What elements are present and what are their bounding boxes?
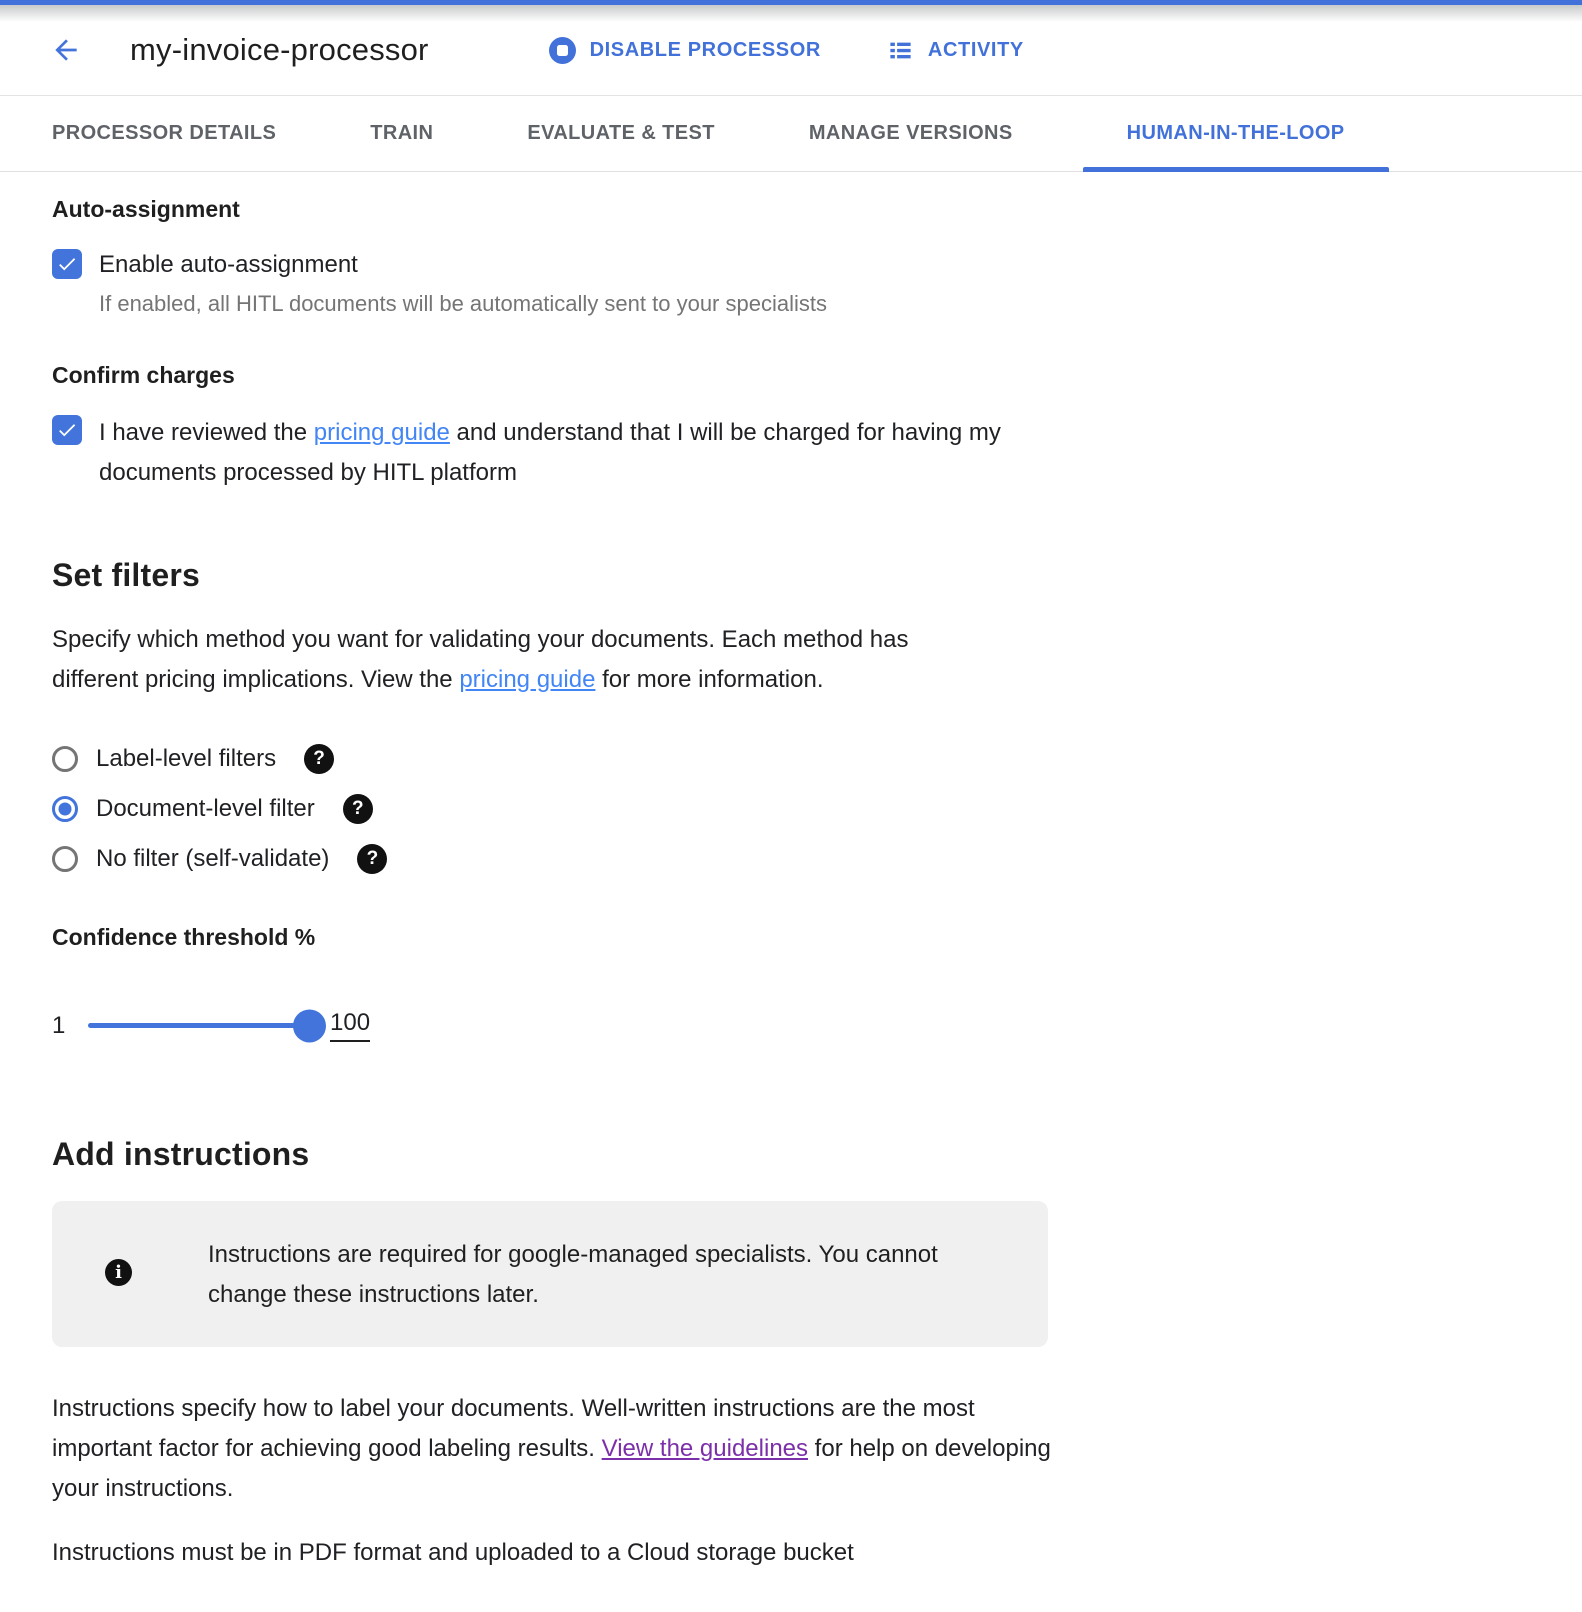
document-level-filter-label: Document-level filter — [96, 795, 315, 822]
help-icon[interactable]: ? — [357, 844, 387, 874]
processor-header — [0, 5, 1582, 95]
pricing-guide-link[interactable]: pricing guide — [459, 666, 596, 693]
enable-auto-assignment-label: Enable auto-assignment — [99, 251, 358, 278]
document-level-filter-radio[interactable] — [52, 796, 78, 822]
disable-processor-icon — [549, 37, 576, 64]
page-title: my-invoice-processor — [130, 32, 429, 67]
tab-evaluate-test[interactable]: EVALUATE & TEST — [527, 122, 715, 144]
confirm-charges-text — [99, 413, 1061, 493]
confirm-charges-row — [52, 413, 1530, 493]
tab-human-in-the-loop[interactable]: HUMAN-IN-THE-LOOP — [1083, 96, 1389, 171]
label-level-filters-radio[interactable] — [52, 746, 78, 772]
confirm-charges-text-before: I have reviewed the — [99, 419, 314, 446]
pricing-guide-link[interactable]: pricing guide — [313, 419, 450, 446]
instructions-text-after: for help on developing your instructions. — [52, 1435, 1051, 1502]
slider-min-label: 1 — [52, 1011, 66, 1039]
enable-auto-assignment-text — [99, 247, 827, 320]
radio-row-document-level-filter — [52, 784, 1530, 834]
checkmark-icon — [56, 253, 78, 275]
confirm-charges-heading: Confirm charges — [52, 362, 235, 388]
activity-list-icon — [887, 37, 914, 64]
confirm-charges-text-after: and understand that I will be charged for having my documents processed by HITL platform — [99, 419, 1001, 486]
auto-assignment-heading: Auto-assignment — [52, 196, 240, 222]
label-level-filters-label: Label-level filters — [96, 745, 277, 772]
filter-method-radio-group — [52, 734, 1530, 884]
radio-row-label-level-filters — [52, 734, 1530, 784]
tab-bar — [0, 95, 1582, 172]
disable-processor-label: DISABLE PROCESSOR — [589, 38, 821, 61]
activity-label: ACTIVITY — [927, 38, 1024, 61]
radio-row-no-filter — [52, 834, 1530, 884]
set-filters-text-before: Specify which method you want for validating your documents. Each method has different pricing implications. View the — [52, 626, 909, 693]
enable-auto-assignment-checkbox[interactable] — [52, 249, 82, 279]
set-filters-description — [52, 620, 992, 700]
no-filter-label: No filter (self-validate) — [96, 845, 330, 872]
checkmark-icon — [56, 419, 78, 441]
pdf-format-note: Instructions must be in PDF format and uploaded to a Cloud storage bucket — [52, 1539, 854, 1566]
confirm-charges-label — [99, 413, 1061, 493]
view-guidelines-link[interactable]: View the guidelines — [601, 1435, 809, 1462]
activity-button[interactable] — [887, 37, 1024, 64]
slider-track[interactable] — [88, 1023, 310, 1028]
info-icon: i — [105, 1259, 132, 1286]
confirm-charges-checkbox[interactable] — [52, 415, 82, 445]
auto-assignment-section — [52, 196, 1530, 320]
enable-auto-assignment-row — [52, 247, 1530, 320]
back-button[interactable] — [46, 30, 86, 70]
tab-processor-details[interactable]: PROCESSOR DETAILS — [52, 122, 277, 144]
tab-manage-versions[interactable]: MANAGE VERSIONS — [808, 122, 1013, 144]
auto-assignment-description: If enabled, all HITL documents will be automatically sent to your specialists — [99, 291, 827, 316]
help-icon[interactable]: ? — [304, 744, 334, 774]
info-banner — [52, 1201, 1048, 1347]
instructions-text-before: Instructions specify how to label your documents. Well-written instructions are the most important factor for achieving good labeling results. — [52, 1395, 975, 1462]
add-instructions-heading: Add instructions — [52, 1136, 310, 1172]
arrow-back-icon — [50, 34, 82, 66]
tab-train[interactable]: TRAIN — [370, 122, 434, 144]
confidence-threshold-slider-row — [52, 1009, 1530, 1042]
set-filters-text-after: for more information. — [595, 666, 824, 693]
help-icon[interactable]: ? — [343, 794, 373, 824]
no-filter-radio[interactable] — [52, 846, 78, 872]
disable-processor-button[interactable] — [549, 37, 821, 64]
confidence-threshold-heading: Confidence threshold % — [52, 924, 316, 950]
slider-thumb[interactable] — [293, 1009, 326, 1042]
set-filters-heading: Set filters — [52, 557, 201, 593]
slider-value-input[interactable]: 100 — [330, 1009, 370, 1042]
hitl-settings-content — [0, 172, 1582, 1612]
confirm-charges-section — [52, 362, 1530, 493]
info-banner-text: Instructions are required for google-managed specialists. You cannot change these instructions later. — [208, 1241, 938, 1308]
instructions-description — [52, 1389, 1062, 1509]
